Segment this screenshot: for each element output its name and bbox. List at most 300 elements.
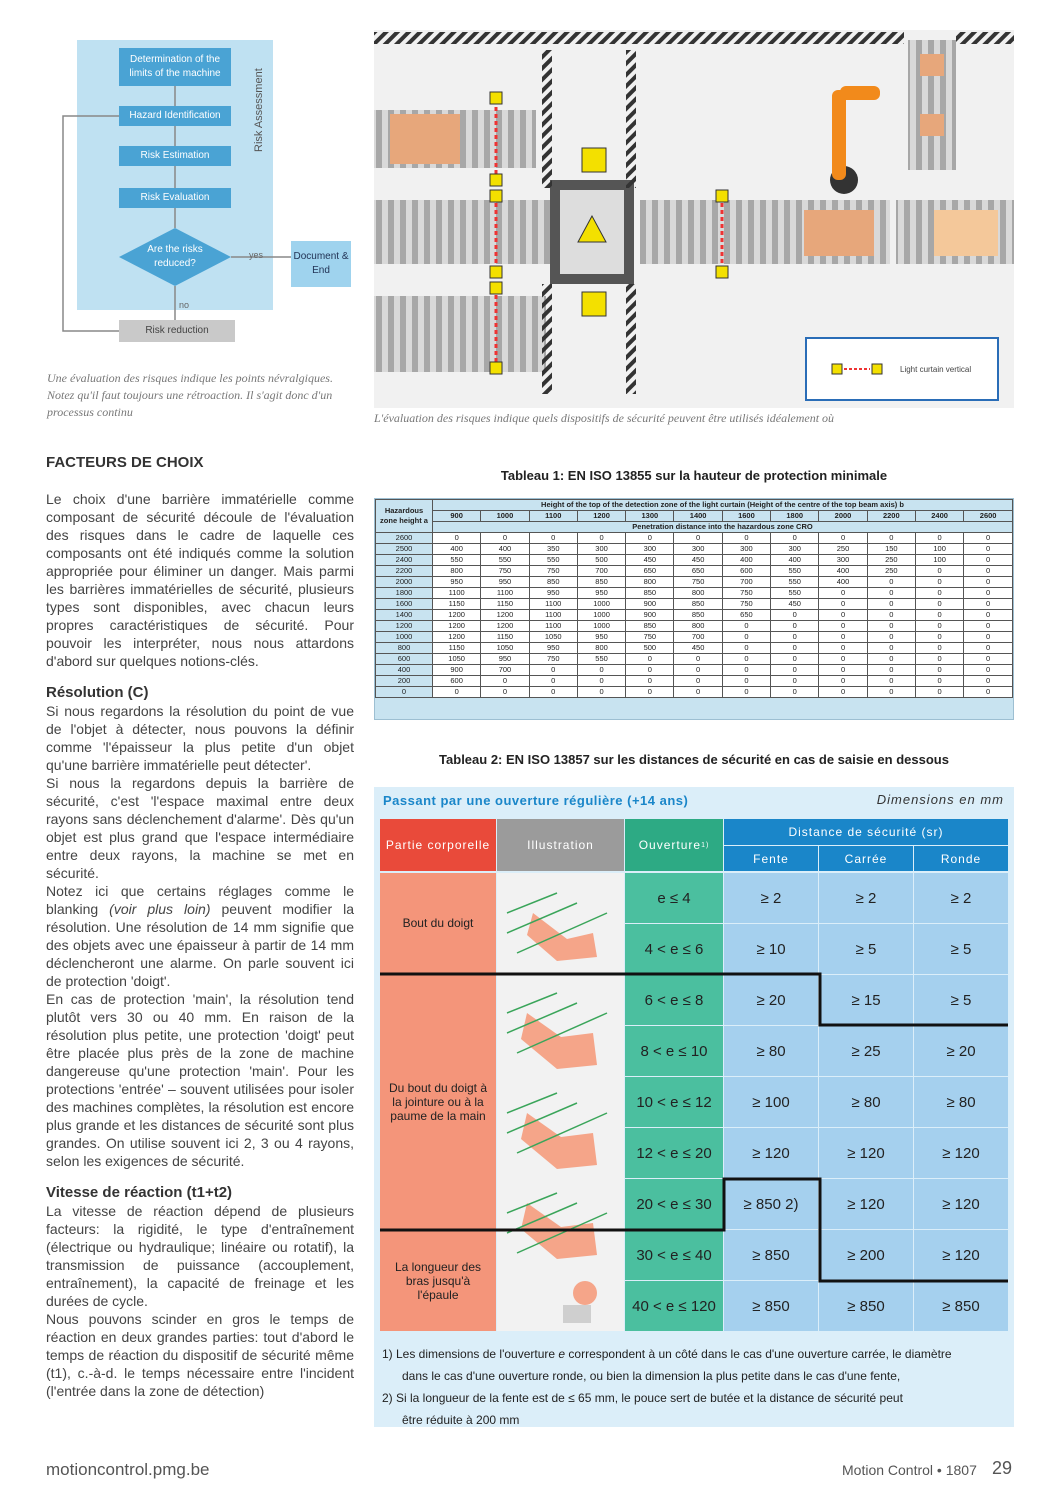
table2-units: Dimensions en mm [876,792,1004,807]
table1-cell: 550 [771,566,819,577]
table1-cell: 0 [867,654,915,665]
table1-cell: 850 [674,610,722,621]
table1-cell: 850 [529,577,577,588]
table1-row-header: 2000 [376,577,433,588]
table1-cell: 950 [529,588,577,599]
table1-cell: 0 [722,676,770,687]
table1-cell: 0 [722,621,770,632]
table1-cell: 750 [529,566,577,577]
table2-cell-ouverture: e ≤ 4 [625,873,723,923]
table1-cell: 550 [433,555,481,566]
table2 [374,787,1014,1427]
table1-cell: 1050 [481,643,529,654]
table2-cell-fente: ≥ 2 [724,873,818,923]
table1-cell: 0 [964,588,1013,599]
table1-cell: 1200 [481,610,529,621]
table1-cell: 1200 [481,621,529,632]
table1-cell: 0 [626,533,674,544]
table1-top-header: Height of the top of the detection zone of the light curtain (Height of the centre of the top beam axis) b [433,500,1013,511]
table1-cell: 0 [529,533,577,544]
table1-cell: 0 [915,599,963,610]
table1-row-header: 1400 [376,610,433,621]
footer-website[interactable]: motioncontrol.pmg.be [46,1460,210,1479]
table1-cell: 850 [626,588,674,599]
footnote-2: 2) Si la longueur de la fente est de ≤ 65 mm, le pouce sert de butée et la distance de sécurité peut [382,1391,903,1405]
flow-step-hazard: Hazard Identification [119,106,231,126]
table1-col-header: 1600 [722,511,770,522]
table2-cell-ronde: ≥ 120 [914,1128,1008,1178]
table1-cell: 800 [433,566,481,577]
table1-col-header: 1800 [771,511,819,522]
table1-cell: 1000 [577,621,625,632]
table1-cell: 750 [722,588,770,599]
table1-cell: 650 [674,566,722,577]
table1-cell: 0 [722,533,770,544]
table1-cell: 0 [771,643,819,654]
table1-cell: 0 [964,599,1013,610]
col-distance-securite: Distance de sécurité (sr) [724,819,1008,845]
table1-row [376,566,1013,577]
table1-cell: 850 [577,577,625,588]
table1-cell: 0 [964,555,1013,566]
table1-row [376,632,1013,643]
table2-cell-ouverture: 10 < e ≤ 12 [625,1077,723,1127]
table1-cell: 0 [964,632,1013,643]
table1-cell: 950 [577,632,625,643]
table1-cell: 0 [915,654,963,665]
table1-cell: 0 [674,676,722,687]
table2-cell-ronde: ≥ 20 [914,1026,1008,1076]
table1-col-header: 2600 [964,511,1013,522]
table1-cell: 250 [867,566,915,577]
table2-cell-ouverture: 8 < e ≤ 10 [625,1026,723,1076]
table1-row-header: 200 [376,676,433,687]
table2-cell-carree: ≥ 200 [819,1230,913,1280]
table1-cell: 0 [964,687,1013,698]
table1-cell: 550 [771,577,819,588]
table1-cell: 0 [915,665,963,676]
table1-cell: 0 [626,687,674,698]
table1-cell: 0 [867,621,915,632]
footer-issue: Motion Control • 1807 [842,1462,977,1478]
table1-row-header: 1000 [376,632,433,643]
vitesse-heading: Vitesse de réaction (t1+t2) [46,1184,233,1201]
table1-cell: 500 [626,643,674,654]
table1-col-header: 1100 [529,511,577,522]
table1-cell: 0 [915,533,963,544]
table1-cell: 0 [867,599,915,610]
table1-cell: 0 [771,676,819,687]
table1-cell: 0 [915,610,963,621]
table1-cell: 0 [529,665,577,676]
table1-row-header: 0 [376,687,433,698]
table2-cell-ronde: ≥ 5 [914,924,1008,974]
table1-row-header: 2500 [376,544,433,555]
table1-cell: 1100 [529,621,577,632]
table1-row [376,588,1013,599]
table1-cell: 950 [433,577,481,588]
table1-cell: 250 [867,555,915,566]
table1-cell: 0 [722,643,770,654]
table1-row-header: 1200 [376,621,433,632]
table1-row [376,610,1013,621]
table1-cell: 0 [577,687,625,698]
table1-col-header: 2000 [819,511,867,522]
table2-cell-fente: ≥ 100 [724,1077,818,1127]
table1-cell: 0 [433,533,481,544]
table2-cell-carree: ≥ 80 [819,1077,913,1127]
resolution-paragraph-2: Si nous la regardons depuis la barrière de sécurité, c'est 'l'espace maximal entre deux rayons sans déclenchement d'alarme'. Dès qu'un objet est plus grand que l'espace intermédiaire entre deux rayons, la machine se met en sécurité. [46,775,354,881]
table1-cell: 1100 [529,599,577,610]
table1-cell: 0 [674,665,722,676]
no-label: no [179,300,190,310]
table1-title: Tableau 1: EN ISO 13855 sur la hauteur de protection minimale [500,468,888,483]
table1-cell: 0 [964,621,1013,632]
table1-cell: 0 [867,577,915,588]
table1-cell: 0 [771,610,819,621]
table1-cell: 0 [915,687,963,698]
table1-cell: 0 [964,577,1013,588]
table1-row-header: 1600 [376,599,433,610]
table1-cell: 0 [626,676,674,687]
table1-cell: 0 [577,533,625,544]
table1 [374,498,1014,720]
resolution-paragraph-1: Si nous regardons la résolution du point de vue de l'objet à détecter, nous pouvons la définir comme 'l'épaisseur la plus petite d'un objet qu'une barrière immatérielle peut détecter'. [46,703,354,773]
table1-cell: 0 [433,687,481,698]
col-illustration: Illustration [497,819,624,871]
yes-label: yes [249,250,264,260]
table1-cell: 1100 [529,610,577,621]
table1-row [376,643,1013,654]
table1-cell: 0 [771,665,819,676]
table1-cell: 500 [577,555,625,566]
flow-step-evaluation: Risk Evaluation [119,188,231,208]
table1-cell: 100 [915,544,963,555]
table1-row [376,544,1013,555]
table1-cell: 1200 [433,632,481,643]
col-ronde: Ronde [914,846,1008,871]
table2-cell-fente: ≥ 850 [724,1230,818,1280]
table2-cell-carree: ≥ 5 [819,924,913,974]
table1-cell: 0 [964,544,1013,555]
table1-cell: 0 [771,687,819,698]
table1-cell: 0 [626,665,674,676]
table1-row [376,555,1013,566]
table1-row-header: 2600 [376,533,433,544]
resolution-heading: Résolution (C) [46,684,149,701]
table1-cell: 0 [771,632,819,643]
table1-row-header: 2200 [376,566,433,577]
table1-cell: 250 [819,544,867,555]
table1-cell: 0 [722,632,770,643]
table1-cell: 0 [481,533,529,544]
table2-cell-ouverture: 20 < e ≤ 30 [625,1179,723,1229]
table1-cell: 0 [915,577,963,588]
table1-cell: 0 [819,610,867,621]
table1-cell: 0 [674,687,722,698]
table1-cell: 450 [674,555,722,566]
table1-cell: 0 [577,676,625,687]
col-partie-corporelle: Partie corporelle [380,819,496,871]
table1-cell: 750 [529,654,577,665]
table1-cell: 550 [529,555,577,566]
table1-cell: 550 [577,654,625,665]
table1-cell: 750 [722,599,770,610]
table1-cell: 0 [577,665,625,676]
footnote-1-cont: dans le cas d'une ouverture ronde, ou bien la dimension la plus petite dans le cas d'une fente, [402,1369,901,1383]
table1-row [376,577,1013,588]
table1-row-header: 600 [376,654,433,665]
table1-cell: 900 [626,610,674,621]
table1-cell: 0 [915,621,963,632]
table1-grid [375,499,1013,698]
intro-paragraph: Le choix d'une barrière immatérielle comme composant de sécurité découle de l'évaluation des risques dans le cadre de laquelle ces composants ont été indiqués comme la solution appropriée pour éliminer un danger. Mais parmi les barrières immatérielles de sécurité, plusieurs types sont disponibles, avec chacun leurs propres caractéristiques de sécurité. Pour pouvoir les interpréter, nous nous attardons d'abord sur quelques notions-clés. [46,491,354,669]
table1-cell: 0 [867,533,915,544]
table1-cell: 950 [481,577,529,588]
table1-row [376,621,1013,632]
table1-cell: 1000 [577,610,625,621]
factory-layout-illustration [374,30,1014,408]
table2-cell-ronde: ≥ 80 [914,1077,1008,1127]
table1-row [376,665,1013,676]
table1-cell: 900 [433,665,481,676]
table1-cell: 750 [674,577,722,588]
table1-cell: 1100 [481,588,529,599]
table1-cell: 750 [626,632,674,643]
table1-cell: 400 [819,577,867,588]
table1-cell: 400 [722,555,770,566]
resolution-paragraph-3: Notez ici que certains réglages comme le blanking (voir plus loin) peuvent modifier la résolution. Une résolution de 14 mm signifie que des objets avec une épaisseur à partir de 14 mm déclencheront une alarme. On parle souvent ici de protection 'doigt'. [46,883,355,989]
table2-cell-carree: ≥ 850 [819,1281,913,1331]
table1-cell: 950 [577,588,625,599]
table1-cell: 300 [771,544,819,555]
table1-cell: 0 [529,676,577,687]
table1-cell: 0 [964,566,1013,577]
table2-cell-ronde: ≥ 120 [914,1230,1008,1280]
resolution-paragraph-4: En cas de protection 'main', la résolution tend plutôt vers 30 ou 40 mm. En raison de la résolution plus petite, une protection 'doigt' peut être placée plus près de la zone de machine dangereuse qu'une protection 'main'. Pour les protections 'entrée' – souvent utilisées pour isoler des machines complètes, la résolution est encore plus grande et les distances de sécurité sont plus grandes. On utilise souvent ici 2, 3 ou 4 rayons, selon les exigences de sécurité. [46,991,354,1169]
table1-cell: 600 [722,566,770,577]
table1-cell: 0 [915,632,963,643]
table2-cell-ronde: ≥ 120 [914,1179,1008,1229]
vitesse-paragraph-1: La vitesse de réaction dépend de plusieurs facteurs: la rigidité, le type d'entraînement (électrique ou hydraulique; linéaire ou rotatif), la transmission de puissance (accouplement, entraînement), la capacité de freinage et les durées de cycle. [46,1203,354,1309]
table1-col-header: 900 [433,511,481,522]
table2-boundary-lines [374,787,1014,1347]
table1-cell: 350 [529,544,577,555]
table2-cell-carree: ≥ 25 [819,1026,913,1076]
table1-cell: 0 [819,632,867,643]
table2-subtitle: Passant par une ouverture régulière (+14 ans) [383,793,689,808]
table2-cell-ronde: ≥ 2 [914,873,1008,923]
flow-end-box: Document & End [291,241,351,287]
table1-cell: 0 [722,654,770,665]
table1-cell: 1100 [433,588,481,599]
table1-cell: 0 [722,665,770,676]
table2-cell-ronde: ≥ 850 [914,1281,1008,1331]
table1-cell: 0 [964,654,1013,665]
flow-step-limits: Determination of the limits of the machine [119,48,231,86]
table1-col-header: 1000 [481,511,529,522]
flow-step-risk-reduction: Risk reduction [119,320,235,342]
footnote-2-cont: être réduite à 200 mm [402,1413,520,1427]
table1-row [376,533,1013,544]
table1-cell: 700 [722,577,770,588]
table1-cell: 800 [626,577,674,588]
table1-cell: 400 [771,555,819,566]
table1-cell: 700 [674,632,722,643]
caption-left: Une évaluation des risques indique les points névralgiques. Notez qu'il faut toujours une rétroaction. Il s'agit donc d'un processus continu [47,371,333,419]
table1-cell: 0 [674,654,722,665]
table1-cell: 0 [867,610,915,621]
table2-cell-ouverture: 6 < e ≤ 8 [625,975,723,1025]
table1-cell: 450 [771,599,819,610]
table1-cell: 800 [674,588,722,599]
table1-cell: 0 [964,643,1013,654]
table2-cell-fente: ≥ 850 2) [724,1179,818,1229]
table1-cell: 600 [433,676,481,687]
caption-right: L'évaluation des risques indique quels dispositifs de sécurité peuvent être utilisés idéalement où [374,411,835,425]
table1-cell: 1200 [433,621,481,632]
table1-cell: 700 [577,566,625,577]
table1-cell: 1050 [529,632,577,643]
table1-sub-header: Penetration distance into the hazardous zone CRO [433,522,1013,533]
table1-row-header: 400 [376,665,433,676]
table1-cell: 1050 [433,654,481,665]
table1-cell: 400 [819,566,867,577]
table1-row [376,687,1013,698]
table2-footnotes [382,1343,1010,1431]
table1-cell: 750 [481,566,529,577]
table1-cell: 300 [626,544,674,555]
table1-cell: 0 [819,621,867,632]
table1-cell: 0 [722,687,770,698]
section-heading: FACTEURS DE CHOIX [46,454,204,471]
table1-cell: 0 [626,654,674,665]
table1-cell: 0 [964,676,1013,687]
table1-cell: 1150 [481,599,529,610]
table1-cell: 0 [867,643,915,654]
table2-cell-fente: ≥ 20 [724,975,818,1025]
flow-step-decision: Are the risks reduced? [147,244,203,269]
vitesse-paragraph-2: Nous pouvons scinder en gros le temps de réaction en deux grandes parties: tout d'abord le temps de réaction du dispositif de sécurité même (t1), c.-à-d. le temps nécessaire entre l'incident (l'entrée dans la zone de détection) [46,1311,354,1399]
table1-col-header: 1400 [674,511,722,522]
table1-cell: 0 [819,643,867,654]
table1-cell: 0 [819,599,867,610]
table2-cell-ouverture: 30 < e ≤ 40 [625,1230,723,1280]
table2-cell-fente: ≥ 80 [724,1026,818,1076]
table1-cell: 0 [771,533,819,544]
table2-cell-ouverture: 40 < e ≤ 120 [625,1281,723,1331]
group-doigt-paume: Du bout du doigt à la jointure ou à la paume de la main [380,975,496,1229]
table2-cell-fente: ≥ 10 [724,924,818,974]
table2-cell-carree: ≥ 15 [819,975,913,1025]
table1-cell: 400 [433,544,481,555]
table1-cell: 0 [481,687,529,698]
table1-col-header: 2200 [867,511,915,522]
table1-cell: 1150 [433,643,481,654]
table1-cell: 400 [481,544,529,555]
table2-title: Tableau 2: EN ISO 13857 sur les distances de sécurité en cas de saisie en dessous [439,752,949,767]
table1-cell: 100 [915,555,963,566]
table1-cell: 0 [964,665,1013,676]
table1-cell: 450 [674,643,722,654]
table1-cell: 0 [867,632,915,643]
table1-cell: 0 [819,665,867,676]
table1-cell: 0 [481,676,529,687]
table1-cell: 0 [819,533,867,544]
table1-cell: 0 [915,588,963,599]
table1-cell: 0 [867,665,915,676]
table1-cell: 800 [577,643,625,654]
table1-cell: 700 [481,665,529,676]
table1-cell: 950 [529,643,577,654]
table1-cell: 1000 [577,599,625,610]
table1-row-header: 2400 [376,555,433,566]
col-fente: Fente [724,846,818,871]
table2-cell-fente: ≥ 120 [724,1128,818,1178]
table2-cell-fente: ≥ 850 [724,1281,818,1331]
table1-cell: 300 [674,544,722,555]
table2-cell-carree: ≥ 120 [819,1179,913,1229]
risk-assessment-flowchart [47,38,353,344]
table1-cell: 0 [964,610,1013,621]
table1-cell: 0 [867,676,915,687]
group-bout-du-doigt: Bout du doigt [380,873,496,973]
table1-cell: 0 [915,643,963,654]
group-bras-epaule: La longueur des bras jusqu'à l'épaule [380,1231,496,1331]
table1-cell: 0 [964,533,1013,544]
table1-row-header: 1800 [376,588,433,599]
table1-cell: 850 [626,621,674,632]
table1-cell: 300 [722,544,770,555]
table1-cell: 650 [626,566,674,577]
table1-cell: 450 [626,555,674,566]
table1-cell: 0 [771,654,819,665]
table1-cell: 950 [481,654,529,665]
table2-cell-ouverture: 12 < e ≤ 20 [625,1128,723,1178]
table1-cell: 800 [674,621,722,632]
table1-cell: 300 [819,555,867,566]
table1-cell: 1150 [433,599,481,610]
table1-col-header: 1300 [626,511,674,522]
table1-row-header: 800 [376,643,433,654]
page-number: 29 [992,1458,1013,1478]
table1-cell: 0 [771,621,819,632]
article-body [46,490,354,1400]
table1-cell: 900 [626,599,674,610]
table1-col-header: 1200 [577,511,625,522]
table1-cell: 1200 [433,610,481,621]
table1-cell: 0 [819,676,867,687]
table1-col-header: 2400 [915,511,963,522]
table1-cell: 0 [819,654,867,665]
table1-row [376,654,1013,665]
table1-cell: 0 [867,588,915,599]
table2-cell-ronde: ≥ 5 [914,975,1008,1025]
table1-cell: 0 [819,687,867,698]
table1-cell: 0 [529,687,577,698]
table2-cell-ouverture: 4 < e ≤ 6 [625,924,723,974]
table1-cell: 0 [915,566,963,577]
table1-cell: 0 [674,533,722,544]
table1-cell: 850 [674,599,722,610]
table1-cell: 650 [722,610,770,621]
table2-cell-carree: ≥ 2 [819,873,913,923]
table1-row [376,599,1013,610]
table1-cell: 1150 [481,632,529,643]
col-ouverture: Ouverture 1) [625,819,723,871]
table1-cell: 150 [867,544,915,555]
table1-row [376,676,1013,687]
